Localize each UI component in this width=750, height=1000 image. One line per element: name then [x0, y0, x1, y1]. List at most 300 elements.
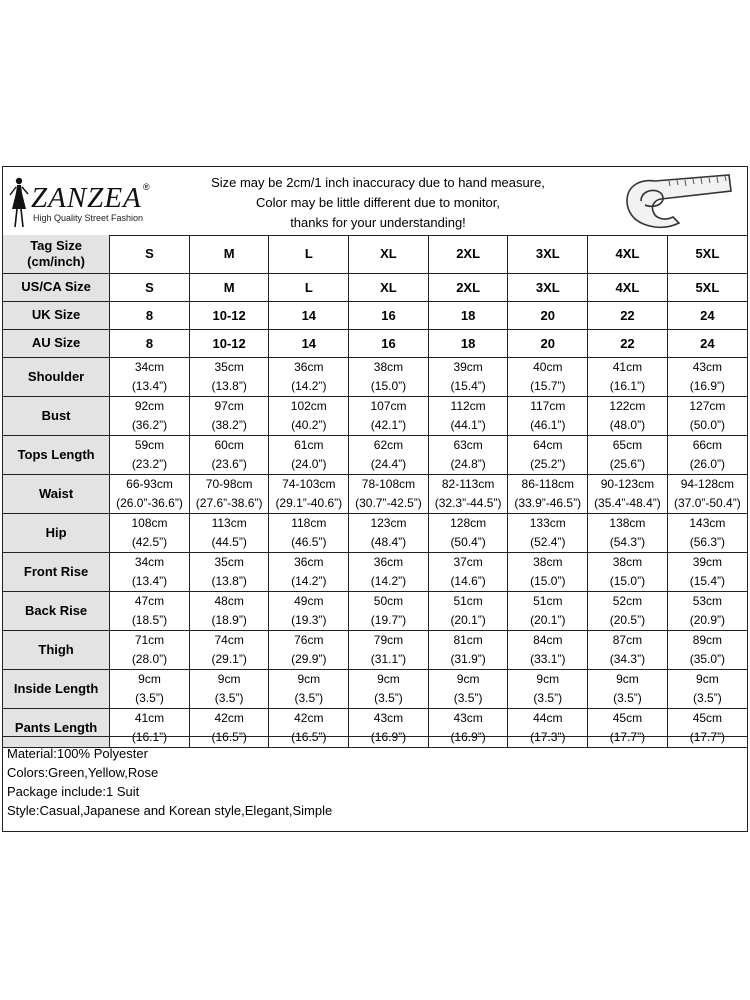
- size-cell: [349, 396, 429, 435]
- cell-value: 9cm: [536, 671, 560, 686]
- material-text: Material:100% Polyester: [7, 746, 148, 761]
- row-label-line: Shoulder: [27, 368, 85, 384]
- size-cell: [189, 329, 269, 357]
- size-cell: [110, 591, 190, 630]
- table-row: [3, 474, 747, 513]
- cell-value: 48cm: [214, 593, 244, 608]
- row-label: [3, 435, 110, 474]
- cell-value: 9cm: [138, 671, 161, 686]
- cell-value: XL: [380, 246, 397, 262]
- table-row: [3, 513, 747, 552]
- cell-value: 113cm: [211, 515, 247, 530]
- cell-value: S: [145, 246, 154, 262]
- size-cell: [428, 273, 508, 301]
- cell-value: 92cm: [134, 398, 165, 413]
- cell-value: 94-128cm: [680, 476, 735, 491]
- cell-value: 127cm: [689, 398, 726, 413]
- cell-value: 51cm: [533, 593, 563, 608]
- row-label-line: Front Rise: [23, 563, 89, 579]
- cell-value: 97cm: [214, 398, 244, 413]
- cell-value: 45cm: [612, 710, 643, 725]
- cell-value: 9cm: [696, 671, 719, 686]
- row-label: [3, 329, 110, 357]
- size-cell: [508, 235, 588, 273]
- registered-mark: ®: [143, 182, 150, 192]
- cell-value: 86-118cm: [521, 476, 574, 491]
- cell-value: 10-12: [212, 335, 246, 351]
- size-cell: [349, 435, 429, 474]
- table-row: [3, 357, 747, 396]
- size-cell: [428, 235, 508, 273]
- cell-value-inch: (28.0”): [131, 651, 168, 666]
- size-cell: [269, 301, 349, 329]
- cell-value-inch: (14.2”): [291, 573, 327, 588]
- row-label-line: US/CA Size: [21, 279, 91, 294]
- cell-value: 40cm: [533, 359, 563, 374]
- size-cell: [349, 357, 429, 396]
- cell-value-inch: (31.9”): [450, 651, 486, 666]
- cell-value: 138cm: [609, 515, 646, 530]
- size-cell: [428, 513, 508, 552]
- size-cell: [667, 630, 747, 669]
- size-cell: [667, 396, 747, 435]
- cell-value-inch: (48.0”): [609, 417, 646, 432]
- size-cell: [588, 591, 668, 630]
- cell-value: 20: [540, 307, 555, 323]
- size-cell: [588, 235, 668, 273]
- cell-value-inch: (15.0”): [370, 378, 407, 393]
- table-row: [3, 669, 747, 708]
- size-cell: [588, 630, 668, 669]
- table-row: [3, 301, 747, 329]
- size-cell: [189, 591, 269, 630]
- cell-value-inch: (16.9”): [689, 378, 726, 393]
- cell-value-inch: (17.3”): [530, 729, 566, 744]
- cell-value: 45cm: [692, 710, 723, 725]
- notice-line: Size may be 2cm/1 inch inaccuracy due to hand measure,: [211, 175, 545, 190]
- cell-value: 66cm: [692, 437, 723, 452]
- cell-value-inch: (24.0”): [291, 456, 327, 471]
- size-cell: [428, 357, 508, 396]
- cell-value: 14: [301, 307, 317, 323]
- cell-value-inch: (16.1”): [131, 729, 168, 744]
- size-cell: [667, 552, 747, 591]
- cell-value: 9cm: [217, 671, 241, 686]
- product-info: [3, 736, 747, 833]
- row-label-line: Inside Length: [13, 680, 99, 696]
- table-row: [3, 329, 747, 357]
- size-cell: [110, 235, 190, 273]
- cell-value-inch: (23.6”): [211, 456, 247, 471]
- cell-value-inch: (3.5”): [294, 690, 324, 705]
- row-label-line: (cm/inch): [27, 253, 85, 269]
- chart-header: [3, 167, 747, 236]
- size-cell: [588, 552, 668, 591]
- size-cell: [508, 513, 588, 552]
- cell-value: 24: [700, 307, 715, 323]
- cell-value-inch: (17.7”): [609, 729, 646, 744]
- cell-value: 18: [460, 335, 476, 351]
- size-cell: [269, 630, 349, 669]
- row-label-line: Pants Length: [14, 719, 98, 735]
- cell-value: 52cm: [612, 593, 643, 608]
- cell-value: M: [223, 279, 235, 295]
- cell-value-inch: (35.0”): [689, 651, 726, 666]
- cell-value: 44cm: [533, 710, 563, 725]
- size-cell: [189, 435, 269, 474]
- brand-tagline: High Quality Street Fashion: [33, 213, 144, 223]
- size-cell: [110, 357, 190, 396]
- row-label-line: Tag Size: [30, 237, 82, 253]
- size-cell: [110, 273, 190, 301]
- cell-value: 36cm: [294, 359, 324, 374]
- size-cell: [428, 435, 508, 474]
- size-cell: [667, 235, 747, 273]
- cell-value-inch: (33.9”-46.5”): [514, 495, 582, 510]
- cell-value-inch: (34.3”): [609, 651, 646, 666]
- cell-value-inch: (14.2”): [370, 573, 407, 588]
- cell-value: 78-108cm: [361, 476, 416, 491]
- size-cell: [508, 273, 588, 301]
- cell-value: 102cm: [290, 398, 327, 413]
- cell-value-inch: (20.1”): [450, 612, 486, 627]
- cell-value: 38cm: [533, 554, 563, 569]
- size-cell: [110, 630, 190, 669]
- cell-value-inch: (20.9”): [689, 612, 726, 627]
- cell-value: 117cm: [530, 398, 566, 413]
- cell-value-inch: (44.5”): [211, 534, 247, 549]
- cell-value-inch: (25.2”): [530, 456, 566, 471]
- cell-value: 63cm: [453, 437, 483, 452]
- cell-value-inch: (31.1”): [370, 651, 407, 666]
- cell-value: 41cm: [134, 710, 165, 725]
- row-label: [3, 669, 110, 708]
- cell-value: 89cm: [692, 632, 723, 647]
- measuring-tape-icon: [619, 171, 737, 231]
- cell-value-inch: (20.5”): [609, 612, 646, 627]
- size-cell: [508, 357, 588, 396]
- size-cell: [189, 357, 269, 396]
- cell-value: 22: [620, 335, 635, 351]
- cell-value: 10-12: [212, 307, 246, 323]
- size-cell: [428, 396, 508, 435]
- cell-value: 74-103cm: [282, 476, 336, 491]
- size-cell: [189, 630, 269, 669]
- cell-value: 66-93cm: [126, 476, 173, 491]
- size-cell: [428, 630, 508, 669]
- table-row: [3, 552, 747, 591]
- cell-value: 51cm: [453, 593, 483, 608]
- cell-value-inch: (26.0”): [689, 456, 726, 471]
- cell-value: 118cm: [291, 515, 327, 530]
- size-cell: [508, 435, 588, 474]
- cell-value-inch: (13.8”): [211, 378, 247, 393]
- cell-value-inch: (52.4”): [530, 534, 566, 549]
- row-label: [3, 396, 110, 435]
- size-cell: [110, 329, 190, 357]
- cell-value: 128cm: [450, 515, 487, 530]
- cell-value-inch: (50.0”): [689, 417, 726, 432]
- cell-value-inch: (14.6”): [450, 573, 486, 588]
- cell-value: L: [304, 246, 313, 262]
- cell-value-inch: (36.2”): [131, 417, 168, 432]
- size-cell: [349, 513, 429, 552]
- brand-name: ZANZEA: [31, 182, 142, 214]
- cell-value-inch: (24.8”): [450, 456, 486, 471]
- size-cell: [110, 301, 190, 329]
- cell-value: 36cm: [294, 554, 324, 569]
- table-row: [3, 235, 747, 273]
- cell-value: 49cm: [294, 593, 324, 608]
- cell-value-inch: (30.7”-42.5”): [355, 495, 422, 510]
- size-cell: [588, 474, 668, 513]
- cell-value: M: [223, 246, 235, 262]
- cell-value: 42cm: [214, 710, 244, 725]
- cell-value-inch: (35.4”-48.4”): [594, 495, 661, 510]
- cell-value: 87cm: [612, 632, 643, 647]
- size-cell: [588, 273, 668, 301]
- size-cell: [508, 630, 588, 669]
- row-label-line: UK Size: [31, 307, 81, 322]
- cell-value-inch: (18.9”): [211, 612, 247, 627]
- table-row: [3, 396, 747, 435]
- size-cell: [667, 669, 747, 708]
- cell-value: 9cm: [456, 671, 480, 686]
- cell-value-inch: (42.1”): [370, 417, 407, 432]
- cell-value: 35cm: [214, 554, 244, 569]
- cell-value-inch: (13.8”): [211, 573, 247, 588]
- size-cell: [269, 329, 349, 357]
- size-table: [3, 235, 747, 748]
- cell-value-inch: (44.1”): [450, 417, 486, 432]
- cell-value: 9cm: [297, 671, 321, 686]
- cell-value-inch: (3.5”): [693, 690, 722, 705]
- cell-value: 3XL: [535, 279, 560, 295]
- cell-value-inch: (50.4”): [450, 534, 486, 549]
- cell-value: 122cm: [609, 398, 646, 413]
- cell-value-inch: (20.1”): [530, 612, 566, 627]
- cell-value: 2XL: [456, 246, 481, 262]
- cell-value: 38cm: [373, 359, 404, 374]
- cell-value: S: [145, 279, 154, 295]
- size-cell: [349, 552, 429, 591]
- size-cell: [269, 591, 349, 630]
- cell-value: 39cm: [692, 554, 723, 569]
- size-cell: [667, 273, 747, 301]
- cell-value: 3XL: [535, 246, 560, 262]
- cell-value-inch: (15.0”): [530, 573, 566, 588]
- size-cell: [110, 435, 190, 474]
- cell-value-inch: (15.4”): [689, 573, 726, 588]
- cell-value-inch: (38.2”): [211, 417, 247, 432]
- size-cell: [269, 513, 349, 552]
- cell-value-inch: (29.9”): [291, 651, 327, 666]
- cell-value: 20: [540, 335, 555, 351]
- size-cell: [269, 357, 349, 396]
- cell-value: 43cm: [373, 710, 404, 725]
- size-cell: [428, 329, 508, 357]
- size-cell: [349, 630, 429, 669]
- size-cell: [269, 552, 349, 591]
- cell-value: 60cm: [214, 437, 244, 452]
- cell-value: 64cm: [533, 437, 563, 452]
- size-cell: [349, 301, 429, 329]
- row-label: [3, 301, 110, 329]
- row-label: [3, 357, 110, 396]
- cell-value: 43cm: [692, 359, 723, 374]
- cell-value-inch: (16.9”): [450, 729, 486, 744]
- cell-value: 70-98cm: [205, 476, 253, 491]
- row-label-line: Thigh: [38, 641, 74, 657]
- row-label-line: AU Size: [31, 335, 81, 350]
- size-cell: [269, 474, 349, 513]
- size-cell: [269, 273, 349, 301]
- size-cell: [588, 513, 668, 552]
- cell-value-inch: (3.5”): [533, 690, 563, 705]
- row-label-line: Waist: [38, 485, 74, 501]
- size-cell: [428, 669, 508, 708]
- size-cell: [667, 357, 747, 396]
- row-label: [3, 235, 110, 273]
- cell-value-inch: (17.7”): [689, 729, 726, 744]
- size-cell: [349, 474, 429, 513]
- size-chart-sheet: [2, 166, 748, 832]
- cell-value-inch: (48.4”): [370, 534, 407, 549]
- row-label-line: Back Rise: [25, 602, 88, 618]
- cell-value-inch: (42.5”): [131, 534, 168, 549]
- cell-value-inch: (26.0”-36.6”): [116, 495, 183, 510]
- cell-value-inch: (25.6”): [609, 456, 646, 471]
- size-cell: [588, 669, 668, 708]
- cell-value-inch: (46.1”): [530, 417, 566, 432]
- row-label: [3, 273, 110, 301]
- cell-value: 71cm: [134, 632, 165, 647]
- cell-value: 90-123cm: [600, 476, 655, 491]
- cell-value-inch: (33.1”): [530, 651, 566, 666]
- cell-value: 65cm: [612, 437, 643, 452]
- cell-value: 37cm: [453, 554, 483, 569]
- cell-value: 5XL: [695, 279, 720, 295]
- cell-value: 79cm: [373, 632, 404, 647]
- cell-value: 76cm: [294, 632, 324, 647]
- size-cell: [269, 396, 349, 435]
- cell-value: 34cm: [134, 554, 165, 569]
- cell-value: 35cm: [214, 359, 244, 374]
- size-cell: [269, 435, 349, 474]
- size-cell: [349, 329, 429, 357]
- size-cell: [428, 552, 508, 591]
- cell-value-inch: (13.4”): [131, 573, 168, 588]
- size-cell: [508, 396, 588, 435]
- cell-value: 2XL: [456, 279, 481, 295]
- size-cell: [508, 474, 588, 513]
- cell-value: 74cm: [214, 632, 244, 647]
- size-cell: [667, 301, 747, 329]
- cell-value: 8: [145, 307, 154, 323]
- size-cell: [588, 435, 668, 474]
- size-cell: [508, 591, 588, 630]
- cell-value-inch: (15.0”): [609, 573, 646, 588]
- cell-value-inch: (19.7”): [370, 612, 407, 627]
- cell-value-inch: (3.5”): [135, 690, 164, 705]
- cell-value: 133cm: [529, 515, 566, 530]
- table-row: [3, 591, 747, 630]
- cell-value: 84cm: [533, 632, 563, 647]
- size-cell: [667, 329, 747, 357]
- cell-value: 123cm: [370, 515, 407, 530]
- size-cell: [189, 396, 269, 435]
- cell-value: 81cm: [453, 632, 483, 647]
- cell-value-inch: (3.5”): [453, 690, 483, 705]
- cell-value: 61cm: [294, 437, 324, 452]
- cell-value: 59cm: [134, 437, 165, 452]
- size-cell: [508, 301, 588, 329]
- cell-value-inch: (16.1”): [609, 378, 646, 393]
- size-cell: [349, 273, 429, 301]
- cell-value-inch: (40.2”): [291, 417, 327, 432]
- cell-value: 4XL: [615, 279, 640, 295]
- cell-value: 16: [381, 307, 396, 323]
- row-label: [3, 552, 110, 591]
- cell-value-inch: (15.4”): [450, 378, 486, 393]
- size-cell: [428, 301, 508, 329]
- cell-value-inch: (24.4”): [370, 456, 407, 471]
- cell-value: 5XL: [695, 246, 720, 262]
- cell-value: 24: [700, 335, 715, 351]
- measurement-notice: [173, 173, 583, 233]
- size-cell: [588, 301, 668, 329]
- cell-value-inch: (19.3”): [291, 612, 327, 627]
- cell-value-inch: (37.0”-50.4”): [674, 495, 741, 510]
- row-label-line: Hip: [45, 524, 67, 540]
- size-cell: [428, 474, 508, 513]
- row-label: [3, 474, 110, 513]
- row-label: [3, 513, 110, 552]
- table-row: [3, 630, 747, 669]
- size-cell: [110, 669, 190, 708]
- cell-value: 53cm: [692, 593, 723, 608]
- cell-value-inch: (56.3”): [689, 534, 726, 549]
- row-label: [3, 630, 110, 669]
- cell-value-inch: (46.5”): [291, 534, 327, 549]
- cell-value: 50cm: [373, 593, 404, 608]
- notice-line: Color may be little different due to monitor,: [256, 195, 500, 210]
- cell-value: 36cm: [373, 554, 404, 569]
- size-cell: [269, 669, 349, 708]
- size-cell: [189, 669, 269, 708]
- cell-value-inch: (18.5”): [131, 612, 168, 627]
- cell-value: 41cm: [612, 359, 643, 374]
- size-cell: [667, 513, 747, 552]
- cell-value: 4XL: [615, 246, 640, 262]
- cell-value: 38cm: [612, 554, 643, 569]
- size-cell: [189, 235, 269, 273]
- size-cell: [667, 474, 747, 513]
- brand-logo: [7, 175, 167, 231]
- size-cell: [349, 591, 429, 630]
- cell-value-inch: (13.4”): [131, 378, 168, 393]
- cell-value: 42cm: [294, 710, 324, 725]
- size-cell: [189, 474, 269, 513]
- size-cell: [349, 669, 429, 708]
- size-cell: [269, 235, 349, 273]
- cell-value-inch: (29.1”-40.6”): [275, 495, 343, 510]
- size-cell: [189, 273, 269, 301]
- cell-value: 18: [460, 307, 476, 323]
- cell-value: 22: [620, 307, 635, 323]
- size-cell: [588, 329, 668, 357]
- size-cell: [508, 552, 588, 591]
